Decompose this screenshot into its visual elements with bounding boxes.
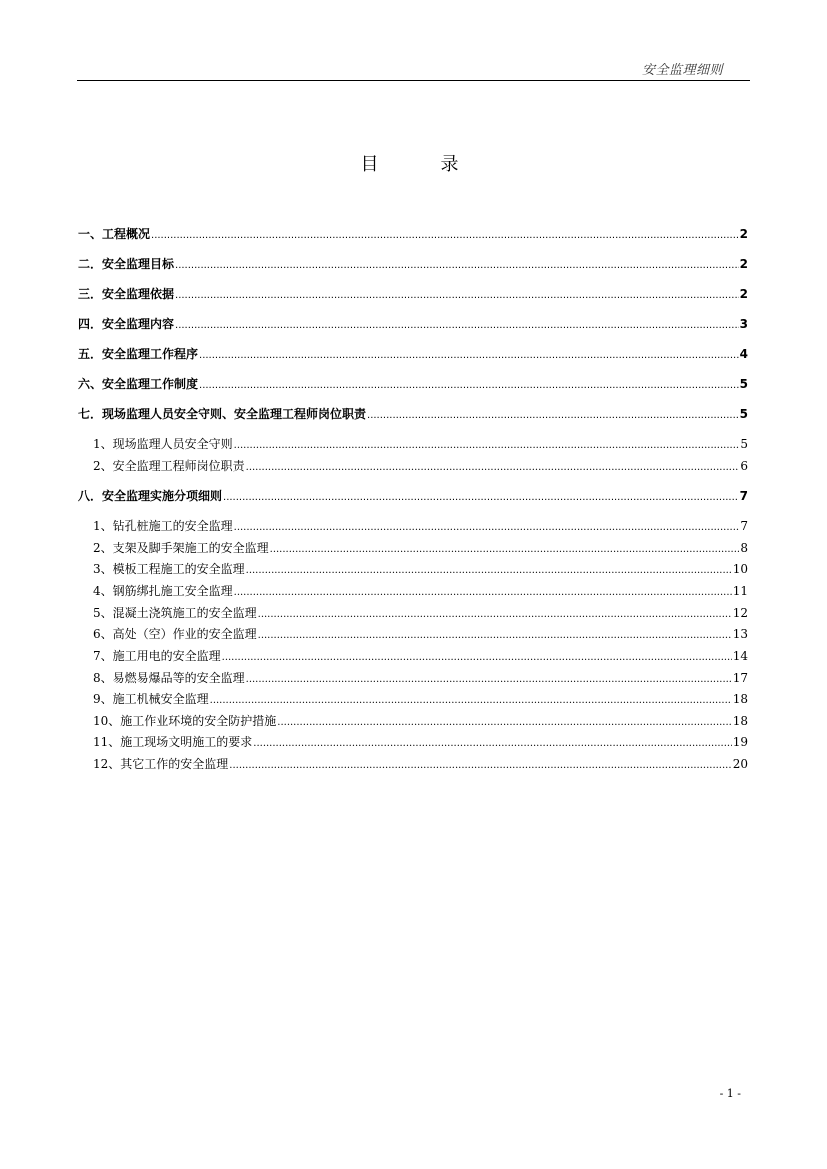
toc-entry-page: 11 [732, 584, 748, 598]
toc-entry-page: 7 [740, 519, 748, 533]
toc-leader-dots [246, 462, 740, 473]
toc-leader-dots [151, 230, 739, 241]
toc-leader-dots [199, 380, 739, 391]
toc-entry-label: 三．安全监理依据 [78, 287, 175, 301]
toc-entry-label: 11、施工现场文明施工的要求 [93, 735, 253, 749]
toc-entry-label: 12、其它工作的安全监理 [93, 757, 229, 771]
toc-subentry[interactable] [93, 604, 748, 621]
toc-leader-dots [210, 695, 732, 706]
toc-entry-page: 18 [732, 692, 748, 706]
toc-entry-page: 2 [739, 227, 748, 241]
toc-subentry[interactable] [93, 669, 748, 686]
toc-leader-dots [229, 760, 731, 771]
toc-subentry[interactable] [93, 733, 748, 750]
toc-leader-dots [270, 544, 740, 555]
toc-entry-page: 2 [739, 287, 748, 301]
toc-entry-label: 七．现场监理人员安全守则、安全监理工程师岗位职责 [78, 407, 367, 421]
toc-subentry[interactable] [93, 560, 748, 577]
toc-leader-dots [223, 492, 739, 503]
toc-leader-dots [253, 738, 731, 749]
toc-entry[interactable] [78, 315, 748, 332]
toc-leader-dots [175, 320, 739, 331]
toc-entry-page: 20 [732, 757, 748, 771]
toc-entry-label: 1、钻孔桩施工的安全监理 [93, 519, 233, 533]
header-rule [77, 80, 750, 81]
toc-entry-label: 7、施工用电的安全监理 [93, 649, 221, 663]
toc-entry[interactable] [78, 255, 748, 272]
toc-entry-page: 4 [739, 347, 748, 361]
toc-entry-label: 四．安全监理内容 [78, 317, 175, 331]
toc-leader-dots [175, 260, 739, 271]
running-header: 安全监理细则 [641, 63, 723, 78]
toc-leader-dots [234, 587, 732, 598]
toc-entry-page: 10 [732, 562, 748, 576]
toc-entry-label: 5、混凝土浇筑施工的安全监理 [93, 606, 257, 620]
toc-entry-page: 17 [732, 671, 748, 685]
toc-entry-label: 六、安全监理工作制度 [78, 377, 199, 391]
toc-entry-page: 5 [739, 407, 748, 421]
toc-subentry[interactable] [93, 435, 748, 452]
toc-subentry[interactable] [93, 647, 748, 664]
toc-entry-label: 6、高处（空）作业的安全监理 [93, 627, 257, 641]
toc-entry-label: 1、现场监理人员安全守则 [93, 437, 233, 451]
toc-entry[interactable] [78, 285, 748, 302]
toc-leader-dots [234, 522, 740, 533]
toc-leader-dots [234, 440, 740, 451]
toc-entry-label: 9、施工机械安全监理 [93, 692, 209, 706]
toc-entry-page: 2 [739, 257, 748, 271]
toc-entry-label: 8、易燃易爆品等的安全监理 [93, 671, 245, 685]
toc-entry-label: 2、支架及脚手架施工的安全监理 [93, 541, 269, 555]
toc-leader-dots [258, 609, 732, 620]
toc-entry-page: 6 [740, 459, 748, 473]
toc-leader-dots [246, 674, 732, 685]
toc-entry[interactable] [78, 487, 748, 504]
toc-entry[interactable] [78, 405, 748, 422]
toc-entry-page: 19 [732, 735, 748, 749]
toc-leader-dots [367, 410, 739, 421]
toc-entry-page: 8 [740, 541, 748, 555]
toc-entry[interactable] [78, 225, 748, 242]
toc-entry-label: 一、工程概况 [78, 227, 151, 241]
toc-entry-page: 5 [739, 377, 748, 391]
toc-subentry[interactable] [93, 755, 748, 772]
toc-leader-dots [258, 630, 732, 641]
toc-entry-label: 10、施工作业环境的安全防护措施 [93, 714, 277, 728]
page-number: - 1 - [719, 1087, 741, 1100]
toc-leader-dots [222, 652, 732, 663]
toc-leader-dots [199, 350, 739, 361]
toc-subentry[interactable] [93, 625, 748, 642]
toc-subentry[interactable] [93, 539, 748, 556]
toc-entry-label: 3、模板工程施工的安全监理 [93, 562, 245, 576]
toc-subentry[interactable] [93, 690, 748, 707]
toc-entry-page: 14 [732, 649, 748, 663]
toc-entry-page: 12 [732, 606, 748, 620]
toc-leader-dots [246, 565, 732, 576]
toc-entry-label: 五．安全监理工作程序 [78, 347, 199, 361]
toc-subentry[interactable] [93, 457, 748, 474]
toc-subentry[interactable] [93, 582, 748, 599]
toc-entry-label: 4、钢筋绑扎施工安全监理 [93, 584, 233, 598]
toc-entry-page: 13 [732, 627, 748, 641]
toc-entry[interactable] [78, 375, 748, 392]
toc-entry-label: 2、安全监理工程师岗位职责 [93, 459, 245, 473]
toc-entry-page: 18 [732, 714, 748, 728]
toc-entry-label: 二．安全监理目标 [78, 257, 175, 271]
toc-subentry[interactable] [93, 517, 748, 534]
toc-entry-page: 3 [739, 317, 748, 331]
toc-entry-page: 5 [740, 437, 748, 451]
toc-entry-label: 八．安全监理实施分项细则 [78, 489, 223, 503]
toc-title: 目 录 [360, 154, 481, 175]
toc-leader-dots [277, 717, 731, 728]
toc-entry-page: 7 [739, 489, 748, 503]
toc-subentry[interactable] [93, 712, 748, 729]
toc-entry[interactable] [78, 345, 748, 362]
toc-leader-dots [175, 290, 739, 301]
